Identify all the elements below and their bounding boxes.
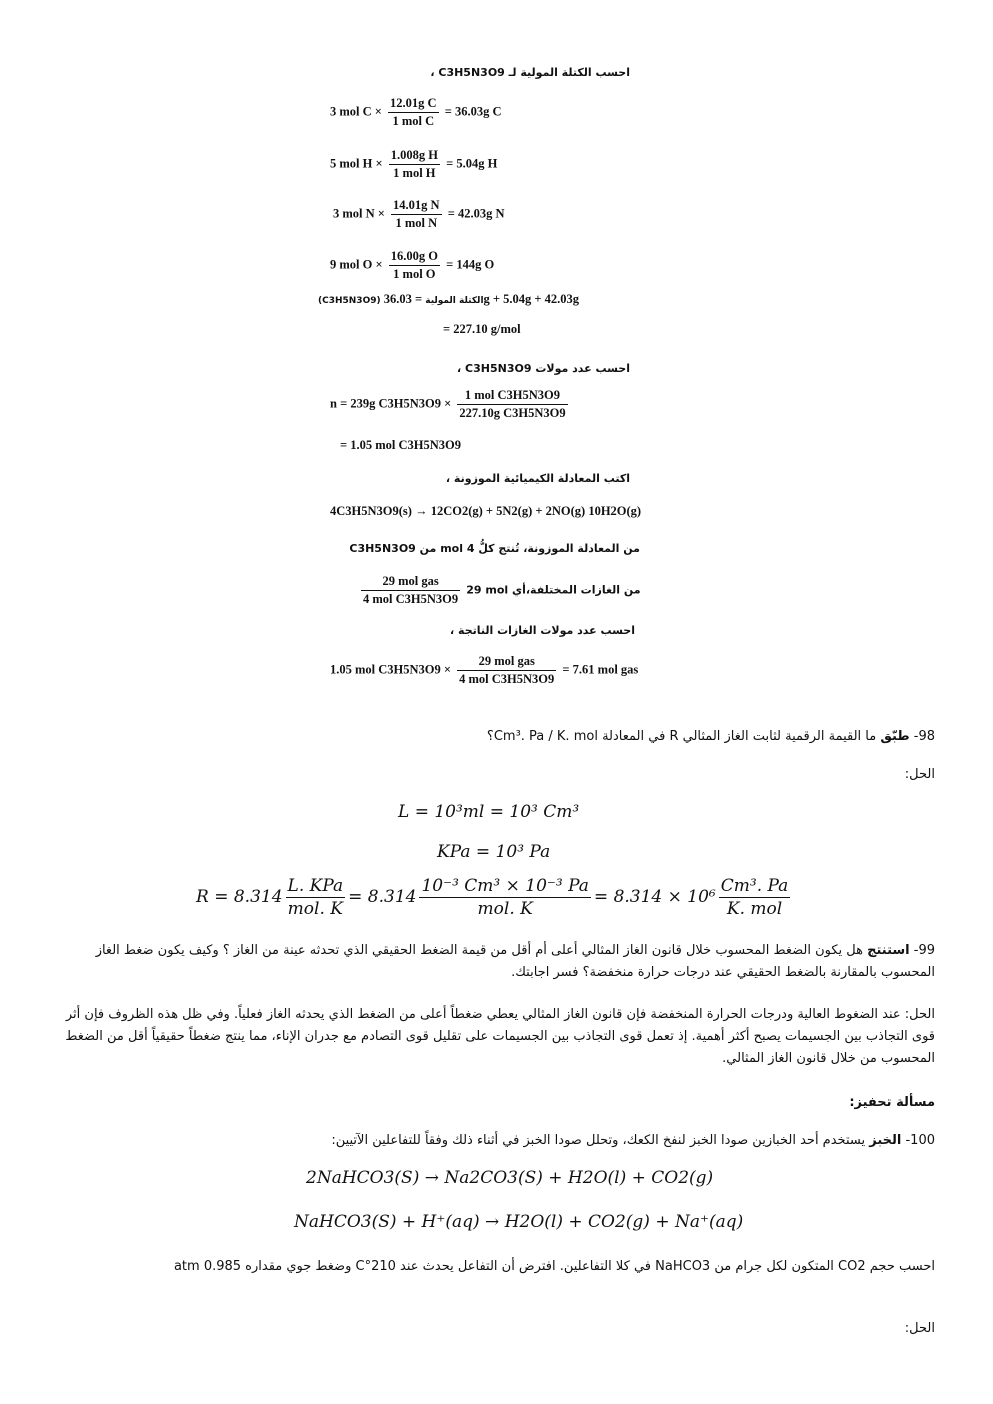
hydrogen-mass-line (330, 148, 497, 181)
q100-reaction-1: 2NaHCO3(S) → Na2CO3(S) + H2O(l) + CO2(g) (306, 1168, 714, 1188)
molar-mass-sum-label: (C3H5N3O9) الكتلة المولية (318, 296, 484, 306)
q98-frac2 (419, 876, 590, 919)
oxygen-fraction (389, 249, 440, 282)
moles-fraction (457, 388, 567, 421)
hydrogen-numerator: 1.008g H (389, 148, 440, 165)
moles-calculation (330, 388, 571, 421)
gas-left: 1.05 mol C3H5N3O9 × (330, 662, 452, 677)
gas-numerator: 29 mol gas (457, 654, 556, 671)
carbon-left: 3 mol C × (330, 104, 382, 119)
q98-frac1 (286, 876, 346, 919)
carbon-mass-line (330, 96, 501, 129)
q98-r-mid: = 8.314 (348, 887, 417, 907)
molar-mass-sum-expr: = 36.03g + 5.04g + 42.03g (383, 292, 580, 306)
carbon-fraction (388, 96, 439, 129)
q98-frac2-num: 10⁻³ Cm³ × 10⁻³ Pa (421, 876, 589, 896)
q98-eq-kpa: KPa = 10³ Pa (437, 842, 551, 862)
carbon-result: = 36.03g C (444, 104, 502, 119)
q98-r-left: R = 8.314 (196, 887, 283, 907)
gas-denominator: 4 mol C3H5N3O9 (459, 672, 555, 686)
q98-keyword: طبّق (880, 729, 910, 744)
q100-reaction-2: NaHCO3(S) + H⁺(aq) → H2O(l) + CO2(g) + Na⁺(aq) (294, 1212, 744, 1232)
gas-calculation (330, 654, 638, 687)
balanced-heading: اكتب المعادلة الكيميائية الموزونة ، (445, 472, 630, 485)
q98-number: 98- (909, 729, 935, 744)
molar-mass-result: = 227.10 g/mol (443, 322, 521, 336)
gas-ratio-text: 29 mol من الغازات المختلفة،أي (466, 583, 641, 597)
q98-eq-r (196, 876, 793, 919)
q98-frac3 (719, 876, 791, 919)
q99-keyword: استنتج (867, 943, 910, 958)
gas-ratio-numerator: 29 mol gas (361, 574, 460, 591)
q100-question: احسب حجم CO2 المتكون لكل جرام من NaHCO3 في كلا التفاعلين. افترض أن التفاعل يحدث عند 210°C وضغط جوي مقداره 0.985 atm (173, 1259, 935, 1274)
moles-heading: احسب عدد مولات C3H5N3O9 ، (457, 362, 630, 375)
balanced-equation: 4C3H5N3O9(s) → 12CO2(g) + 5N2(g) + 2NO(g) 10H2O(g) (330, 504, 642, 518)
nitrogen-denominator: 1 mol N (395, 216, 438, 230)
moles-result: = 1.05 mol C3H5N3O9 (340, 438, 462, 452)
q99-solution: الحل: عند الضغوط العالية ودرجات الحرارة المنخفضة فإن قانون الغاز المثالي يعطي ضغطاً أعلى من الضغط الذي يحدثه الغاز فعلياً. وفي ظل هذه الظروف فإن أثر قوى التجاذب بين الجسيمات يصبح أكثر أهمية. إذ تعمل قوى التجاذب بين الجسيمات على تقليل قوى التصادم مع جدران الإناء، مما ينتج ضغطاً حقيقياً أقل من الضغط المحسوب من خلال قانون الغاز المثالي. (65, 1007, 935, 1066)
gas-ratio-denominator: 4 mol C3H5N3O9 (363, 592, 459, 606)
gas-ratio-line (358, 574, 641, 607)
nitrogen-left: 3 mol N × (333, 206, 385, 221)
gas-heading: احسب عدد مولات الغازات الناتجة ، (450, 624, 635, 637)
gas-fraction (457, 654, 556, 687)
q98-eq-liter: L = 10³ml = 10³ Cm³ (398, 802, 580, 822)
gas-ratio-fraction (361, 574, 460, 607)
moles-left: n = 239g C3H5N3O9 × (330, 396, 452, 411)
hydrogen-result: = 5.04g H (446, 156, 498, 171)
gas-result: = 7.61 mol gas (562, 662, 639, 677)
q100-text: يستخدم أحد الخبازين صودا الخبز لنفخ الكعك، وتحلل صودا الخبز في أثناء ذلك وفقاً للتفاعلين الآتيين: (331, 1133, 870, 1148)
q98-frac1-den: mol. K (287, 899, 343, 919)
q99-number: 99- (909, 943, 935, 958)
q98-text: ما القيمة الرقمية لثابت الغاز المثالي R في المعادلة Cm³. Pa / K. mol؟ (486, 729, 881, 744)
q98-r-right: = 8.314 × 10⁶ (593, 887, 716, 907)
question-100 (160, 1130, 935, 1152)
hydrogen-denominator: 1 mol H (393, 166, 436, 180)
oxygen-denominator: 1 mol O (393, 267, 436, 281)
hydrogen-fraction (389, 148, 440, 181)
carbon-numerator: 12.01g C (388, 96, 439, 113)
oxygen-result: = 144g O (446, 257, 495, 272)
q98-frac2-den: mol. K (477, 899, 533, 919)
oxygen-left: 9 mol O × (330, 257, 383, 272)
moles-denominator: 227.10g C3H5N3O9 (459, 406, 566, 420)
question-99 (60, 940, 935, 984)
q98-frac3-num: Cm³. Pa (720, 876, 789, 896)
nitrogen-fraction (391, 198, 442, 231)
q100-number: 100- (901, 1133, 935, 1148)
molar-mass-sum-line (318, 292, 579, 307)
q98-frac1-num: L. KPa (287, 876, 344, 896)
molar-mass-heading: احسب الكتلة المولية لـ C3H5N3O9 ، (430, 66, 630, 79)
challenge-title: مسألة تحفيز: (849, 1095, 935, 1110)
oxygen-numerator: 16.00g O (389, 249, 440, 266)
q100-keyword: الخبز (869, 1133, 902, 1148)
q98-frac3-den: K. mol (726, 899, 783, 919)
oxygen-mass-line (330, 249, 494, 282)
nitrogen-mass-line (333, 198, 504, 231)
carbon-denominator: 1 mol C (392, 114, 435, 128)
hydrogen-left: 5 mol H × (330, 156, 383, 171)
nitrogen-numerator: 14.01g N (391, 198, 442, 215)
balanced-note: من المعادلة الموزونة، تُنتج كلُّ 4 mol من C3H5N3O9 (349, 542, 640, 555)
q99-text: هل يكون الضغط المحسوب خلال قانون الغاز المثالي أعلى أم أقل من قيمة الضغط الحقيقي الذي تحدثه عينة من الغاز ؟ وكيف يكون ضغط الغاز المحسوب بالمقارنة بالضغط الحقيقي عند درجات حرارة منخفضة؟ فسر اجابتك. (95, 943, 935, 980)
question-98 (380, 726, 935, 748)
nitrogen-result: = 42.03g N (447, 206, 505, 221)
q100-solution-label: الحل: (904, 1321, 935, 1336)
moles-numerator: 1 mol C3H5N3O9 (457, 388, 567, 405)
q98-solution-label: الحل: (904, 767, 935, 782)
